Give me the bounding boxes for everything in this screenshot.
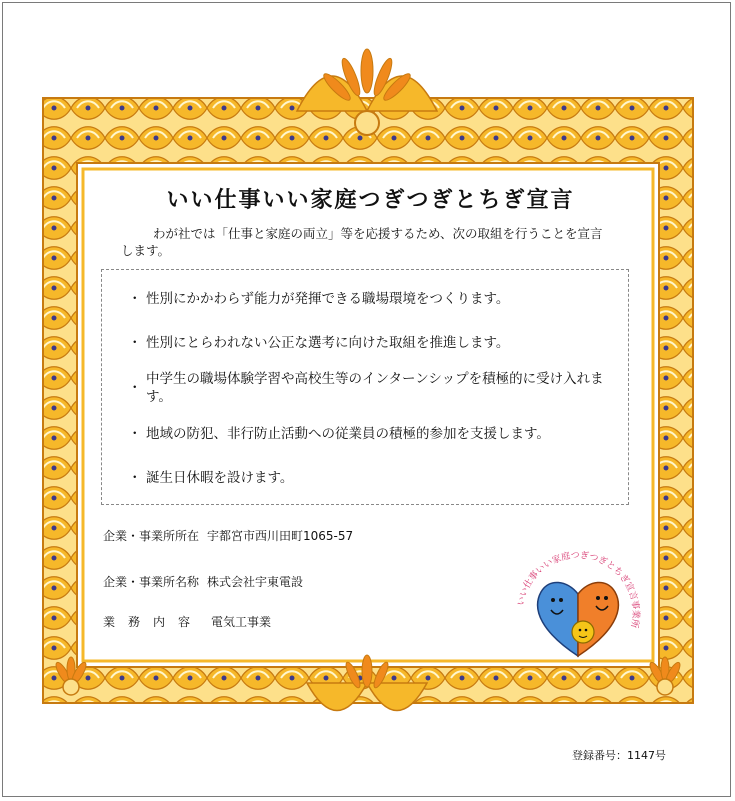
company-address: 宇都宮市西川田町1065-57 (207, 529, 354, 543)
logo-ring-text: いい仕事いい家庭つぎつぎとちぎ宣言事業所 (516, 550, 641, 629)
company-business-label: 業務内容 (103, 615, 204, 629)
declaration-text: 誕生日休暇を設けます。 (146, 470, 294, 486)
declaration-item (128, 334, 618, 352)
bullet: ・ (128, 426, 142, 442)
company-business-row (103, 613, 271, 630)
declarations-box (101, 269, 629, 505)
declaration-text: 性別にとらわれない公正な選考に向けた取組を推進します。 (146, 335, 510, 351)
declaration-text: 性別にかかわらず能力が発揮できる職場環境をつくります。 (146, 291, 510, 307)
declaration-item (128, 469, 618, 487)
company-name-label: 企業・事業所名称 (103, 575, 200, 589)
company-address-row (103, 527, 353, 544)
bullet: ・ (128, 380, 142, 396)
declaration-text: 中学生の職場体験学習や高校生等のインターンシップを積極的に受け入れます。 (146, 371, 604, 405)
declaration-item (128, 370, 618, 406)
bullet: ・ (128, 470, 142, 486)
registration-value: 1147号 (627, 749, 666, 762)
bullet: ・ (128, 291, 142, 307)
company-address-label: 企業・事業所所在 (103, 529, 200, 543)
declaration-item (128, 290, 618, 308)
company-name-row (103, 573, 303, 590)
registration-number (572, 747, 666, 763)
intro-text: わが社では「仕事と家庭の両立」等を応援するため、次の取組を行うことを宣言します。 (121, 226, 603, 258)
company-business: 電気工事業 (211, 615, 272, 629)
certificate-page (2, 2, 731, 797)
declaration-logo (503, 548, 653, 678)
declaration-text: 地域の防犯、非行防止活動への従業員の積極的参加を支援します。 (146, 426, 550, 442)
registration-label: 登録番号： (572, 749, 627, 762)
declaration-item (128, 425, 618, 443)
certificate-title: いい仕事いい家庭つぎつぎとちぎ宣言 (166, 187, 575, 213)
company-name: 株式会社宇東電設 (207, 575, 304, 589)
heart-icon (538, 582, 619, 656)
bullet: ・ (128, 335, 142, 351)
